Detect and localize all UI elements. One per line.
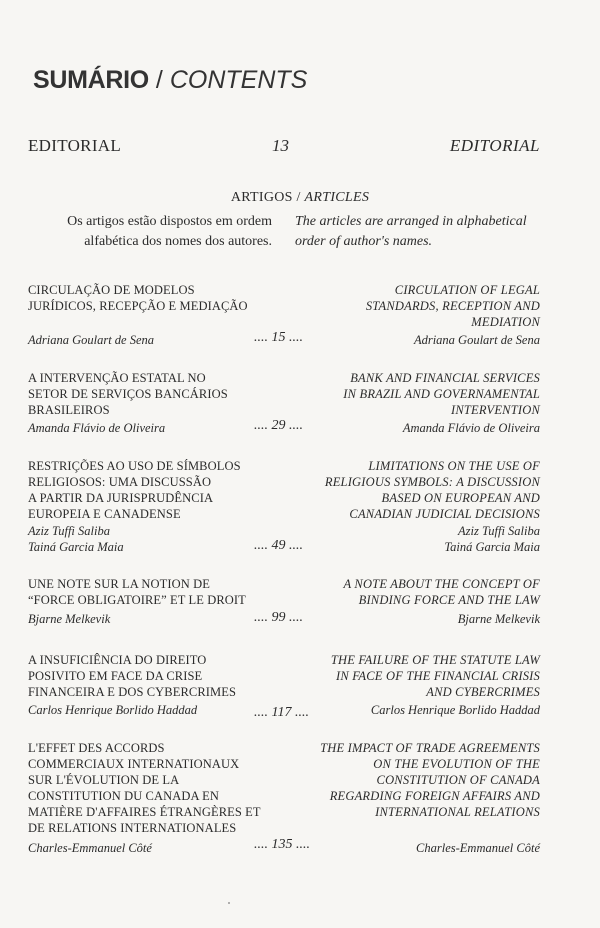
title-line: FINANCEIRA E DOS CYBERCRIMES xyxy=(28,685,237,699)
title-line: IN FACE OF THE FINANCIAL CRISIS xyxy=(335,669,540,683)
author-name: Charles-Emmanuel Côté xyxy=(416,841,540,855)
title-line: CONSTITUTION OF CANADA xyxy=(376,773,540,787)
author-name: Adriana Goulart de Sena xyxy=(413,333,540,347)
title-line: AND CYBERCRIMES xyxy=(426,685,540,699)
entry-2-authors-right xyxy=(403,420,540,436)
title-line: THE IMPACT OF TRADE AGREEMENTS xyxy=(320,741,540,755)
entry-3-title-en[interactable] xyxy=(270,458,540,522)
title-line: INTERNATIONAL RELATIONS xyxy=(375,805,540,819)
entry-1-authors-right xyxy=(414,332,540,348)
author-name: Carlos Henrique Borlido Haddad xyxy=(28,703,198,717)
entry-3-authors-left xyxy=(28,523,124,555)
entry-1-page: .... 15 .... xyxy=(254,330,303,345)
editorial-page-number: 13 xyxy=(272,136,289,155)
title-line: BINDING FORCE AND THE LAW xyxy=(358,593,540,607)
title-line: DE RELATIONS INTERNATIONALES xyxy=(28,821,237,835)
title-line: A NOTE ABOUT THE CONCEPT OF xyxy=(343,577,540,591)
order-note-en xyxy=(295,212,555,252)
title-line: EUROPEIA E CANADENSE xyxy=(28,507,181,521)
author-name: Bjarne Melkevik xyxy=(457,612,540,626)
entry-6-authors-right xyxy=(416,840,540,856)
title-line: A INTERVENÇÃO ESTATAL NO xyxy=(28,371,206,385)
title-pt: SUMÁRIO xyxy=(33,66,149,94)
entry-3-title-pt[interactable] xyxy=(28,458,278,522)
articles-heading xyxy=(0,190,600,206)
entry-1-title-en[interactable] xyxy=(270,282,540,330)
title-line: RELIGIOSOS: UMA DISCUSSÃO xyxy=(28,475,212,489)
entry-6-title-pt[interactable] xyxy=(28,740,278,836)
title-en: CONTENTS xyxy=(169,66,308,94)
title-line: SETOR DE SERVIÇOS BANCÁRIOS xyxy=(28,387,228,401)
title-line: RESTRIÇÕES AO USO DE SÍMBOLOS xyxy=(28,459,241,473)
title-line: MEDIATION xyxy=(471,315,540,329)
title-line: ON THE EVOLUTION OF THE xyxy=(373,757,540,771)
title-line: THE FAILURE OF THE STATUTE LAW xyxy=(330,653,540,667)
entry-4-page: .... 99 .... xyxy=(254,610,303,625)
articles-heading-en: ARTICLES xyxy=(304,190,370,205)
page-speck xyxy=(228,902,230,904)
title-line: BANK AND FINANCIAL SERVICES xyxy=(350,371,540,385)
title-line: BRASILEIROS xyxy=(28,403,110,417)
entry-2-title-pt[interactable] xyxy=(28,370,278,418)
entry-6-authors-left xyxy=(28,840,152,856)
entry-2-authors-left xyxy=(28,420,165,436)
title-line: L'EFFET DES ACCORDS xyxy=(28,741,165,755)
editorial-label-pt[interactable]: EDITORIAL xyxy=(28,136,122,155)
title-line: COMMERCIAUX INTERNATIONAUX xyxy=(28,757,240,771)
entry-4-authors-right xyxy=(458,611,540,627)
page-title xyxy=(33,66,307,95)
entry-5-title-en[interactable] xyxy=(270,652,540,700)
title-line: A PARTIR DA JURISPRUDÊNCIA xyxy=(28,491,214,505)
entry-6-page: .... 135 .... xyxy=(254,837,310,852)
author-name: Adriana Goulart de Sena xyxy=(28,333,155,347)
entry-4-title-pt[interactable] xyxy=(28,576,278,608)
author-name: Tainá Garcia Maia xyxy=(444,540,540,554)
entry-1-title-pt[interactable] xyxy=(28,282,278,314)
entry-1-authors-left xyxy=(28,332,154,348)
author-name: Tainá Garcia Maia xyxy=(28,540,124,554)
author-name: Carlos Henrique Borlido Haddad xyxy=(370,703,540,717)
title-line: CANADIAN JUDICIAL DECISIONS xyxy=(349,507,540,521)
entry-5-page: .... 117 .... xyxy=(254,705,309,720)
title-line: POSIVITO EM FACE DA CRISE xyxy=(28,669,203,683)
title-line: RELIGIOUS SYMBOLS: A DISCUSSION xyxy=(324,475,540,489)
entry-5-title-pt[interactable] xyxy=(28,652,278,700)
title-line: CONSTITUTION DU CANADA EN xyxy=(28,789,220,803)
author-name: Charles-Emmanuel Côté xyxy=(28,841,152,855)
title-line: STANDARDS, RECEPTION AND xyxy=(365,299,540,313)
order-note-pt-line: Os artigos estão dispostos em ordem xyxy=(67,214,272,229)
title-line: BASED ON EUROPEAN AND xyxy=(381,491,540,505)
title-line: LIMITATIONS ON THE USE OF xyxy=(368,459,540,473)
title-line: CIRCULATION OF LEGAL xyxy=(394,283,540,297)
title-line: MATIÈRE D'AFFAIRES ÉTRANGÈRES ET xyxy=(28,805,261,819)
articles-heading-pt: ARTIGOS / xyxy=(230,190,301,205)
title-line: INTERVENTION xyxy=(451,403,540,417)
author-name: Amanda Flávio de Oliveira xyxy=(28,421,166,435)
title-line: UNE NOTE SUR LA NOTION DE xyxy=(28,577,210,591)
author-name: Bjarne Melkevik xyxy=(28,612,111,626)
title-line: A INSUFICIÊNCIA DO DIREITO xyxy=(28,653,207,667)
order-note-pt-line: alfabética dos nomes dos autores. xyxy=(84,234,272,249)
entry-4-authors-left xyxy=(28,611,110,627)
editorial-label-en[interactable]: EDITORIAL xyxy=(449,136,540,155)
title-line: IN BRAZIL AND GOVERNAMENTAL xyxy=(343,387,540,401)
author-name: Amanda Flávio de Oliveira xyxy=(402,421,540,435)
title-line: SUR L'ÉVOLUTION DE LA xyxy=(28,773,180,787)
title-line: REGARDING FOREIGN AFFAIRS AND xyxy=(329,789,540,803)
title-separator: / xyxy=(155,66,163,94)
order-note-en-line: The articles are arranged in alphabetical xyxy=(295,214,527,229)
order-note-pt xyxy=(12,212,272,252)
entry-2-page: .... 29 .... xyxy=(254,418,303,433)
entry-5-authors-right xyxy=(371,702,540,718)
entry-3-page: .... 49 .... xyxy=(254,538,303,553)
title-line: “FORCE OBLIGATOIRE” ET LE DROIT xyxy=(28,593,246,607)
order-note-en-line: order of author's names. xyxy=(295,234,433,249)
entry-4-title-en[interactable] xyxy=(270,576,540,608)
author-name: Aziz Tuffi Saliba xyxy=(28,524,110,538)
title-line: CIRCULAÇÃO DE MODELOS xyxy=(28,283,195,297)
entry-2-title-en[interactable] xyxy=(270,370,540,418)
entry-5-authors-left xyxy=(28,702,197,718)
title-line: JURÍDICOS, RECEPÇÃO E MEDIAÇÃO xyxy=(28,299,248,313)
entry-6-title-en[interactable] xyxy=(270,740,540,820)
entry-3-authors-right xyxy=(444,523,540,555)
author-name: Aziz Tuffi Saliba xyxy=(458,524,540,538)
